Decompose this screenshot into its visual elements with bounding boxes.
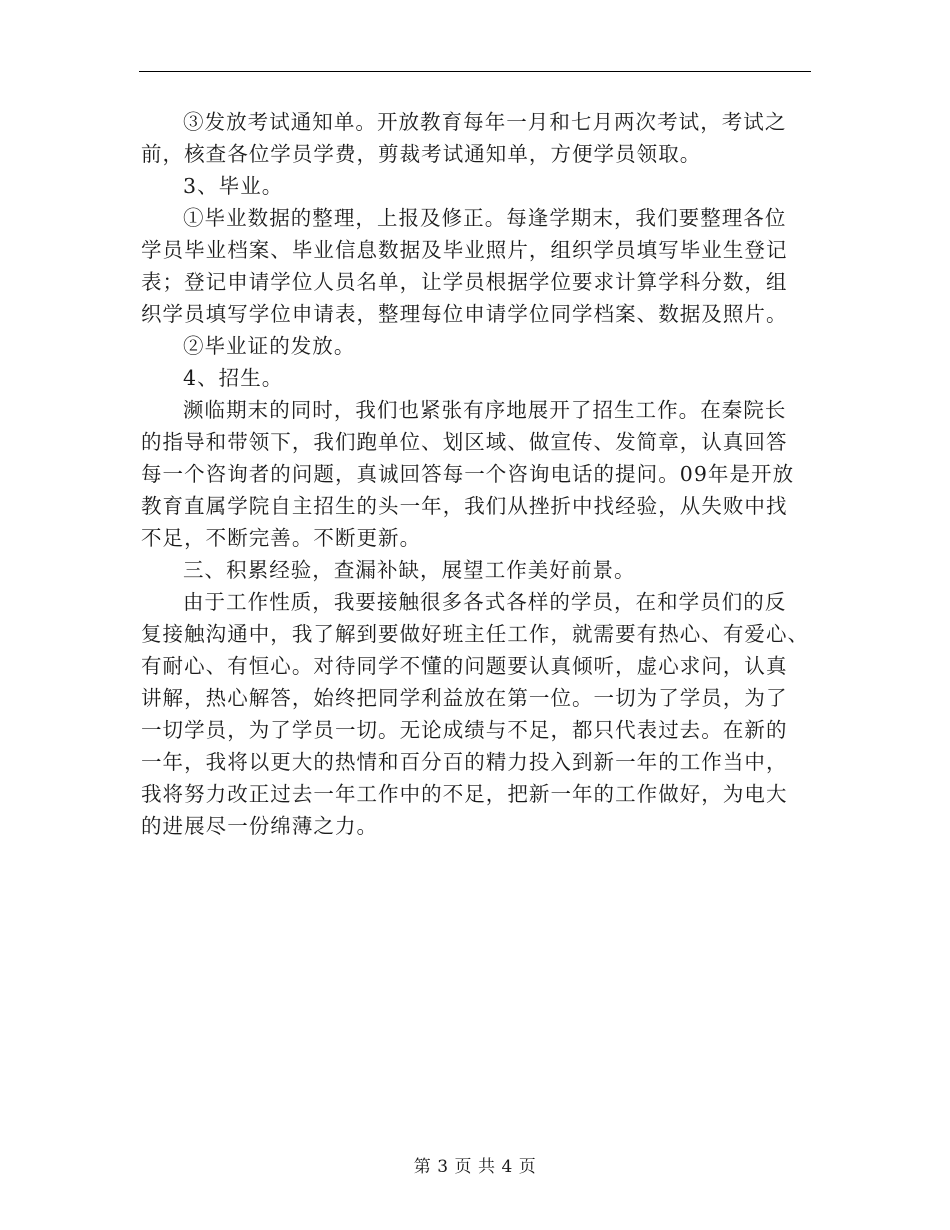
text-line: 我将努力改正过去一年工作中的不足，把新一年的工作做好，为电大 xyxy=(141,782,788,806)
text-line: 由于工作性质，我要接触很多各式各样的学员，在和学员们的反 xyxy=(183,590,787,614)
text-line: 每一个咨询者的问题，真诚回答每一个咨询电话的提问。09年是开放 xyxy=(141,462,795,486)
text-line: 三、积累经验，查漏补缺，展望工作美好前景。 xyxy=(183,558,636,582)
text-line: 濒临期末的同时，我们也紧张有序地展开了招生工作。在秦院长 xyxy=(183,398,787,422)
text-line: 讲解，热心解答，始终把同学利益放在第一位。一切为了学员，为了 xyxy=(141,686,788,710)
heading-section-three xyxy=(141,554,811,586)
text-line: 3、毕业。 xyxy=(183,174,284,198)
text-line: 有耐心、有恒心。对待同学不懂的问题要认真倾听，虚心求问，认真 xyxy=(141,654,788,678)
current-page-number: 3 xyxy=(437,1157,449,1177)
footer-prefix: 第 xyxy=(413,1157,432,1177)
footer-middle: 页 共 xyxy=(454,1157,496,1177)
text-line: ①毕业数据的整理，上报及修正。每逢学期末，我们要整理各位 xyxy=(183,206,787,230)
text-line: 4、招生。 xyxy=(183,366,284,390)
paragraph-diploma xyxy=(141,330,811,362)
heading-graduation xyxy=(141,170,811,202)
paragraph-exam-notice xyxy=(141,106,811,170)
text-line: ③发放考试通知单。开放教育每年一月和七月两次考试，考试之 xyxy=(183,110,787,134)
text-line: 表；登记申请学位人员名单，让学员根据学位要求计算学科分数，组 xyxy=(141,270,788,294)
text-line: 前，核查各位学员学费，剪裁考试通知单，方便学员领取。 xyxy=(141,142,702,166)
header-rule xyxy=(139,71,811,72)
text-line: 一年，我将以更大的热情和百分百的精力投入到新一年的工作当中， xyxy=(141,750,788,774)
text-line: 学员毕业档案、毕业信息数据及毕业照片，组织学员填写毕业生登记 xyxy=(141,238,788,262)
paragraph-graduation-data xyxy=(141,202,811,330)
text-line: 一切学员，为了学员一切。无论成绩与不足，都只代表过去。在新的 xyxy=(141,718,788,742)
text-line: 织学员填写学位申请表，整理每位申请学位同学档案、数据及照片。 xyxy=(141,302,788,326)
paragraph-enrollment xyxy=(141,394,811,554)
text-line: 复接触沟通中，我了解到要做好班主任工作，就需要有热心、有爱心、 xyxy=(141,622,810,646)
text-line: 的进展尽一份绵薄之力。 xyxy=(141,814,379,838)
document-body xyxy=(141,106,811,842)
footer-suffix: 页 xyxy=(518,1157,537,1177)
text-line: 的指导和带领下，我们跑单位、划区域、做宣传、发简章，认真回答 xyxy=(141,430,788,454)
page-footer xyxy=(0,1152,950,1177)
paragraph-conclusion xyxy=(141,586,811,842)
text-line: ②毕业证的发放。 xyxy=(183,334,356,358)
text-line: 教育直属学院自主招生的头一年，我们从挫折中找经验，从失败中找 xyxy=(141,494,788,518)
total-page-number: 4 xyxy=(501,1157,513,1177)
heading-enrollment xyxy=(141,362,811,394)
text-line: 不足，不断完善。不断更新。 xyxy=(141,526,422,550)
